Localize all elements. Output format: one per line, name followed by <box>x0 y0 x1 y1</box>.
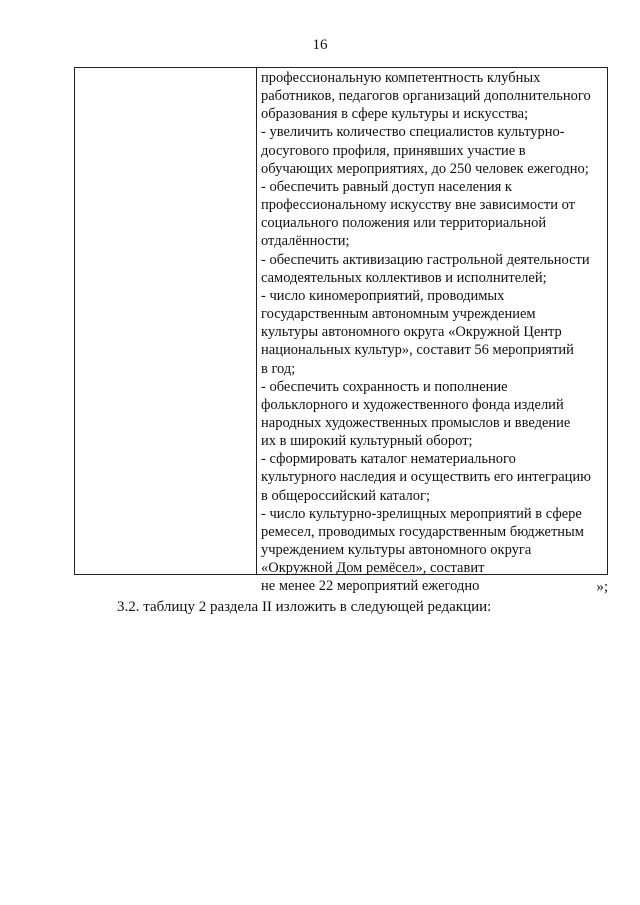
table-text-line: досугового профиля, принявших участие в <box>261 142 526 159</box>
closing-quote: »; <box>596 579 608 595</box>
amendment-instruction: 3.2. таблицу 2 раздела II изложить в следующей редакции: <box>117 599 492 615</box>
table-text-line: - обеспечить сохранность и пополнение <box>261 378 508 395</box>
table-left-cell <box>75 68 257 574</box>
table-text-line: - сформировать каталог нематериального <box>261 451 516 468</box>
table-text-line: национальных культур», составит 56 мероприятий <box>261 342 574 359</box>
table-text-line: их в широкий культурный оборот; <box>261 433 473 450</box>
table-text-line: государственным автономным учреждением <box>261 306 536 323</box>
table-text-line: - число культурно-зрелищных мероприятий в сфере <box>261 505 582 522</box>
page-number: 16 <box>312 37 328 53</box>
table-text-line: фольклорного и художественного фонда изделий <box>261 396 564 413</box>
table-text-line: «Окружной Дом ремёсел», составит <box>261 560 485 577</box>
table-text-line: работников, педагогов организаций дополнительного <box>261 88 591 105</box>
content-table <box>74 67 608 595</box>
table-text-line: культурного наследия и осуществить его интеграцию <box>261 469 591 486</box>
table-text-line: самодеятельных коллективов и исполнителей; <box>261 269 547 286</box>
table-text-line: в общероссийский каталог; <box>261 487 431 504</box>
table-text-line: - увеличить количество специалистов культурно- <box>261 124 565 141</box>
table-text-line: профессиональному искусству вне зависимости от <box>261 197 575 214</box>
table-right-cell <box>258 68 607 596</box>
table-text-line: в год; <box>261 360 296 377</box>
table-text-line: образования в сфере культуры и искусства; <box>261 106 529 123</box>
table-text-line: народных художественных промыслов и введение <box>261 414 571 431</box>
table-text-line: не менее 22 мероприятий ежегодно <box>261 578 480 595</box>
table-text-line: отдалённости; <box>261 233 350 250</box>
table-text-line: обучающих мероприятиях, до 250 человек ежегодно; <box>261 160 589 177</box>
table-text-line: социального положения или территориальной <box>261 215 547 232</box>
table-text-line: профессиональную компетентность клубных <box>261 70 541 86</box>
table-text-line: учреждением культуры автономного округа <box>261 542 532 559</box>
table-text-line: ремесел, проводимых государственным бюджетным <box>261 523 584 540</box>
table-text-line: - обеспечить равный доступ населения к <box>261 178 512 195</box>
table-text-line: культуры автономного округа «Окружной Центр <box>261 324 562 341</box>
table-text-line: - обеспечить активизацию гастрольной деятельности <box>261 251 590 268</box>
table-text-line: - число киномероприятий, проводимых <box>261 287 505 304</box>
